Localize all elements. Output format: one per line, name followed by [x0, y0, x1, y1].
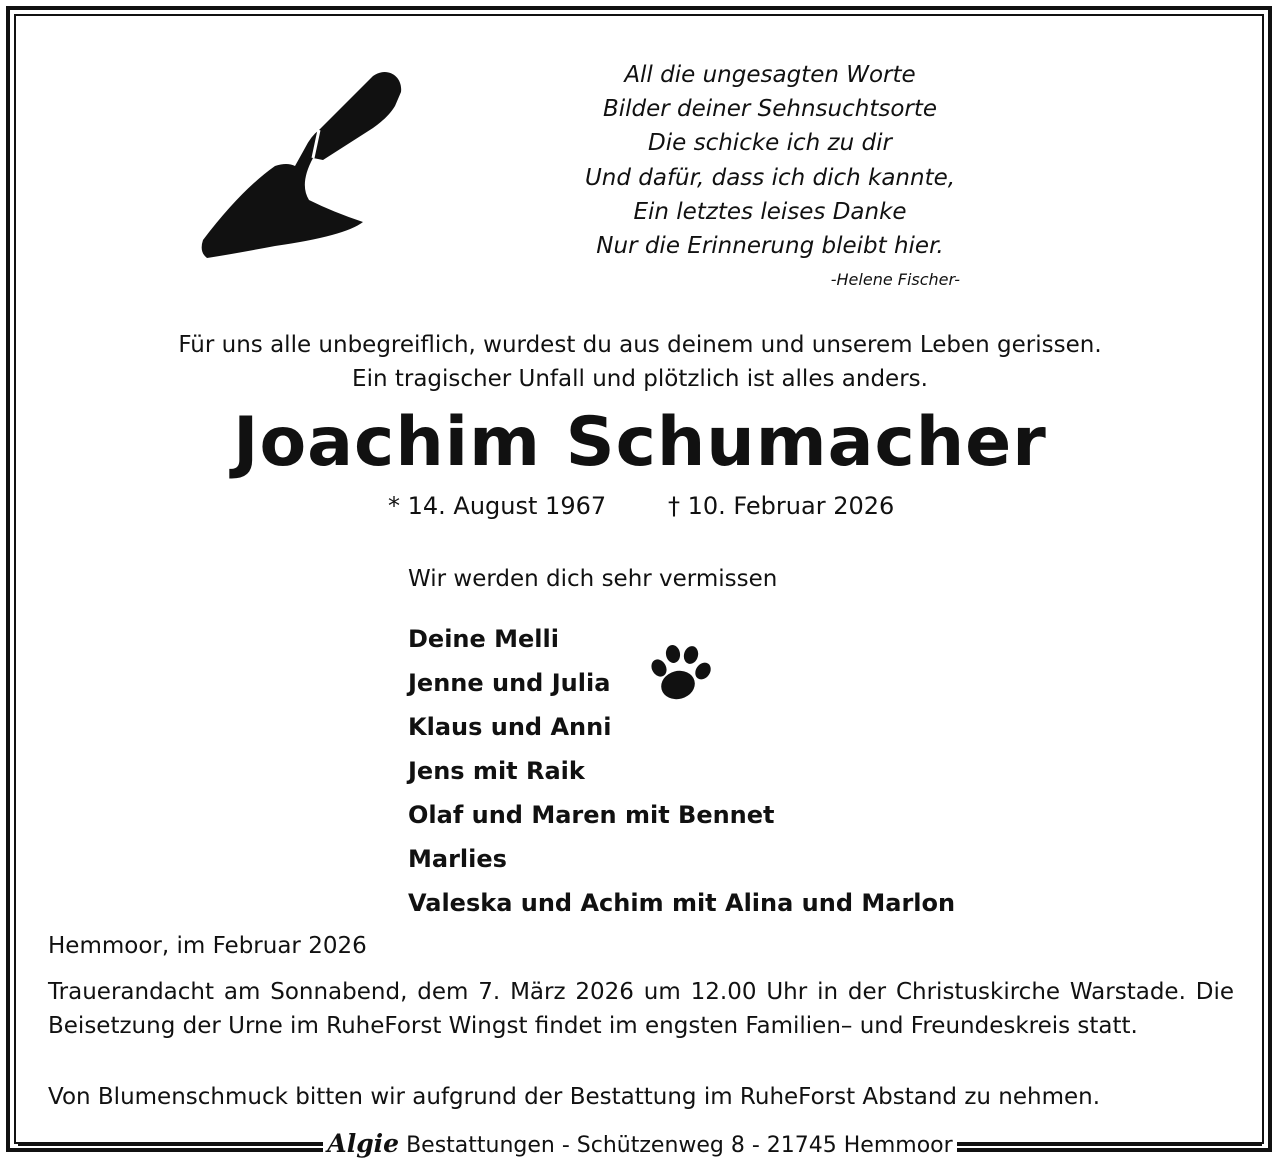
mourner-name: Valeska und Achim mit Alina und Marlon — [408, 889, 956, 917]
paw-print-icon — [648, 641, 714, 707]
intro-text — [0, 328, 1280, 396]
funeral-home-address: Bestattungen - Schützenweg 8 - 21745 Hemmoor — [406, 1133, 953, 1158]
footer — [0, 1129, 1280, 1158]
death-date: † 10. Februar 2026 — [668, 492, 895, 520]
mourner-name: Marlies — [408, 845, 507, 873]
mourner-name: Klaus und Anni — [408, 713, 612, 741]
mourner-name: Jens mit Raik — [408, 757, 585, 785]
flowers-note: Von Blumenschmuck bitten wir aufgrund der Bestattung im RuheForst Abstand zu nehmen. — [48, 1084, 1101, 1110]
poem-line: All die ungesagten Worte — [624, 62, 916, 88]
mourner-name: Jenne und Julia — [408, 669, 611, 697]
poem-line: Und dafür, dass ich dich kannte, — [584, 164, 956, 191]
poem — [520, 58, 1020, 263]
intro-line: Ein tragischer Unfall und plötzlich ist alles anders. — [352, 366, 928, 392]
mourners-intro: Wir werden dich sehr vermissen — [408, 566, 778, 592]
service-info: Trauerandacht am Sonnabend, dem 7. März 2026 um 12.00 Uhr in der Christuskirche Warstade. Die Beisetzung der Urne im RuheForst Wingst findet im engsten Familien– und Freundeskreis statt. — [48, 979, 1234, 1039]
birth-date: * 14. August 1967 — [388, 492, 607, 520]
footer-content — [323, 1129, 956, 1158]
funeral-home-logo: Algie — [327, 1129, 400, 1158]
mourner-name: Olaf und Maren mit Bennet — [408, 801, 775, 829]
poem-line: Nur die Erinnerung bleibt hier. — [596, 233, 944, 260]
place-date: Hemmoor, im Februar 2026 — [48, 933, 367, 959]
mourner-name: Deine Melli — [408, 625, 559, 653]
deceased-name: Joachim Schumacher — [233, 403, 1047, 482]
intro-line: Für uns alle unbegreiflich, wurdest du aus deinem und unserem Leben gerissen. — [178, 332, 1102, 358]
poem-line: Die schicke ich zu dir — [648, 130, 892, 157]
trowel-icon — [195, 62, 410, 262]
poem-author: -Helene Fischer- — [830, 270, 960, 289]
poem-line: Ein letztes leises Danke — [633, 198, 907, 225]
poem-line: Bilder deiner Sehnsuchtsorte — [602, 96, 938, 123]
